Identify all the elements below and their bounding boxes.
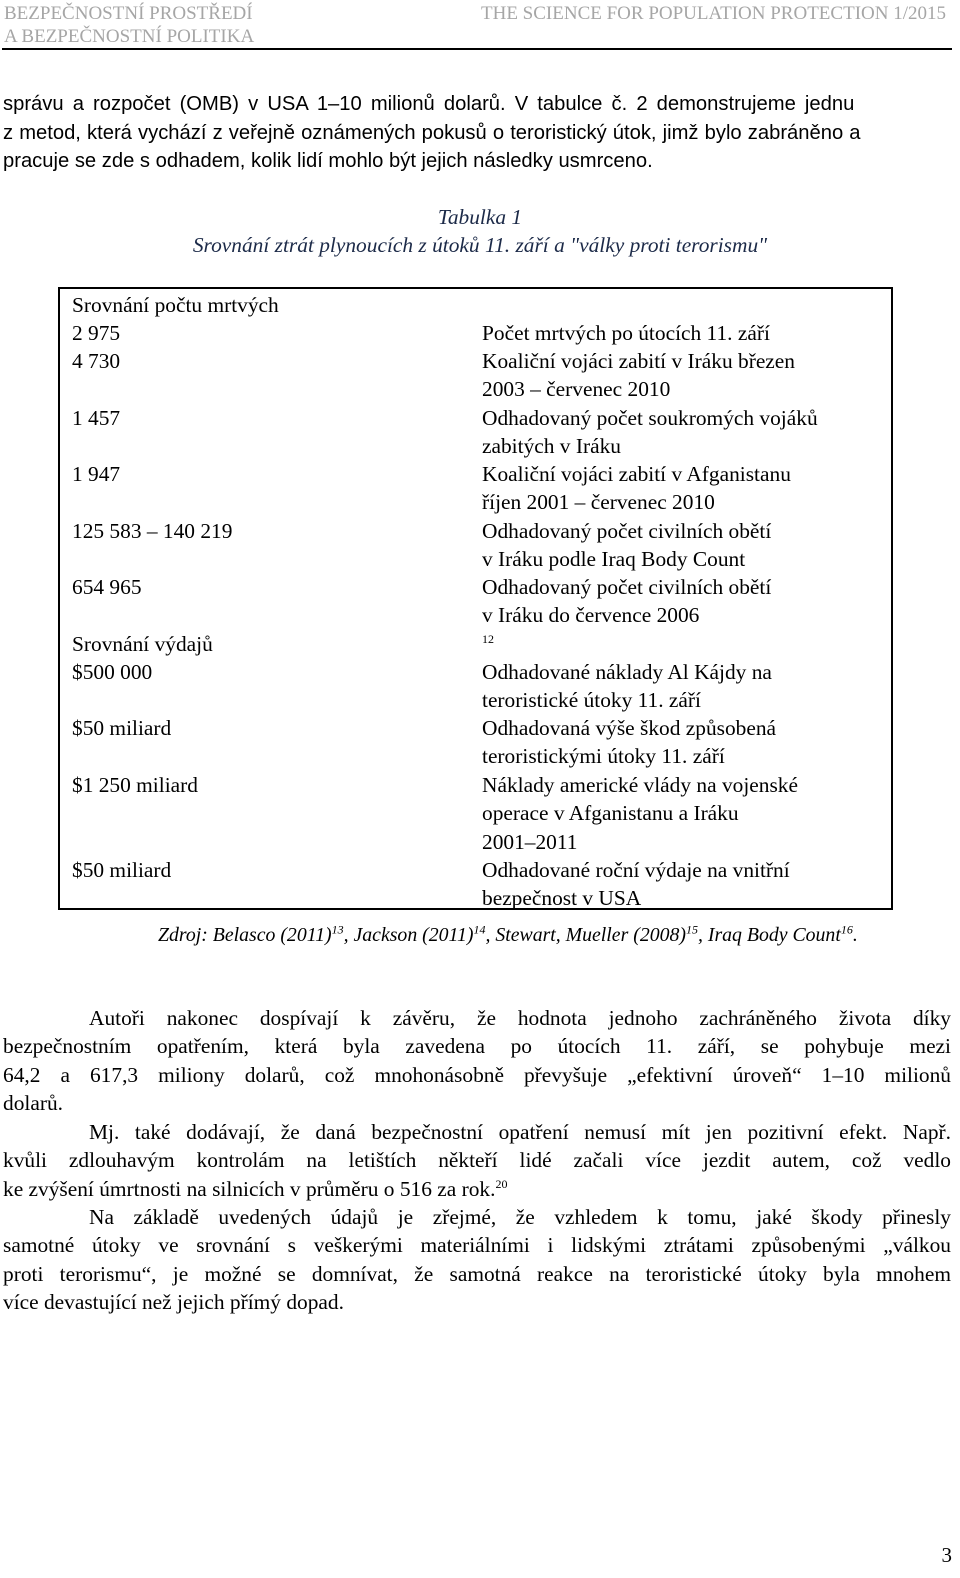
row-description — [482, 347, 892, 404]
row-description — [482, 517, 892, 574]
row-value: 1 947 — [72, 462, 121, 486]
section-deaths-label: Srovnání počtu mrtvých — [72, 293, 279, 317]
body-line — [3, 1175, 951, 1203]
source-text: , Jackson (2011) — [343, 924, 474, 946]
intro-line: z metod, která vychází z veřejně oznámených pokusů o teroristický útok, jimž bylo zabráněno a — [3, 121, 861, 144]
source-text: , Iraq Body Count — [697, 924, 841, 946]
intro-paragraph — [3, 90, 951, 176]
table-source-note — [158, 922, 858, 948]
row-value: 2 975 — [72, 321, 121, 345]
desc-line: Odhadovaný počet civilních obětí — [482, 519, 772, 543]
desc-line: teroristické útoky 11. září — [482, 688, 701, 713]
page-number: 3 — [941, 1543, 952, 1567]
source-text: . — [852, 924, 858, 946]
desc-line: 2001–2011 — [482, 829, 578, 854]
header-left-line1: BEZPEČNOSTNÍ PROSTŘEDÍ — [4, 3, 253, 24]
body-line: dolarů. — [3, 1091, 63, 1116]
footnote-ref: 13 — [331, 922, 344, 937]
row-value: $500 000 — [72, 660, 153, 684]
body-line: více devastující než jejich přímý dopad. — [3, 1290, 344, 1315]
row-value: $50 miliard — [72, 858, 172, 882]
row-description — [482, 573, 892, 658]
comparison-table — [58, 287, 893, 910]
body-line: Na základě uvedených údajů je zřejmé, že vzhledem k tomu, jaké škody přinesly — [89, 1205, 951, 1229]
desc-text: v Iráku do července 2006 — [482, 603, 700, 628]
section-costs-label: Srovnání výdajů — [72, 632, 213, 656]
row-value: 4 730 — [72, 349, 121, 373]
desc-line: 2003 – červenec 2010 — [482, 377, 671, 402]
body-line: samotné útoky ve srovnání s veškerými materiálními i lidskými ztrátami způsobenými „válkou — [3, 1233, 951, 1258]
running-header — [0, 0, 960, 48]
header-rule — [2, 48, 952, 50]
row-description — [482, 856, 892, 913]
desc-line: teroristickými útoky 11. září — [482, 744, 725, 769]
intro-line: pracuje se zde s odhadem, kolik lidí mohlo být jejich následky usmrceno. — [3, 150, 653, 172]
row-value: $50 miliard — [72, 716, 172, 740]
row-value: 654 965 — [72, 575, 142, 599]
row-description — [482, 771, 892, 856]
intro-line: správu a rozpočet (OMB) v USA 1–10 milionů dolarů. V tabulce č. 2 demonstrujeme jednu — [3, 93, 855, 115]
body-paragraph — [3, 1004, 951, 1118]
footnote-ref: 20 — [495, 1176, 508, 1191]
desc-line: Odhadovaný počet civilních obětí — [482, 575, 772, 599]
body-paragraph — [3, 1118, 951, 1203]
row-description — [482, 404, 892, 461]
body-paragraph — [3, 1203, 951, 1317]
table-caption-title: Srovnání ztrát plynoucích z útoků 11. září a "války proti terorismu" — [192, 233, 768, 257]
row-description — [482, 714, 892, 771]
body-line: Autoři nakonec dospívají k závěru, že hodnota jednoho zachráněného života díky — [89, 1006, 951, 1030]
desc-line: zabitých v Iráku — [482, 434, 621, 459]
body-line: proti terorismu“, je možné se domnívat, že samotná reakce na teroristické útoky byla mnohem — [3, 1261, 951, 1286]
footnote-ref: 14 — [473, 922, 486, 937]
footnote-ref: 15 — [685, 922, 698, 937]
desc-line: říjen 2001 – červenec 2010 — [482, 490, 715, 515]
source-text: Zdroj: Belasco (2011) — [158, 924, 332, 946]
header-journal-section — [4, 2, 254, 48]
desc-line — [482, 601, 892, 658]
footnote-ref: 16 — [840, 922, 853, 937]
row-description — [482, 319, 892, 347]
desc-line: Odhadovaný počet soukromých vojáků — [482, 406, 818, 430]
header-left-line2: A BEZPEČNOSTNÍ POLITIKA — [4, 26, 255, 47]
desc-line: Koaliční vojáci zabití v Iráku březen — [482, 349, 795, 373]
source-text: , Stewart, Mueller (2008) — [485, 924, 686, 946]
footnote-ref: 12 — [482, 631, 494, 646]
body-line: 64,2 a 617,3 miliony dolarů, což mnohonásobně převyšuje „efektivní úroveň“ 1–10 milionů — [3, 1062, 951, 1087]
header-journal-title: THE SCIENCE FOR POPULATION PROTECTION 1/2015 — [481, 3, 946, 24]
body-line: kvůli zdlouhavým kontrolám na letištích někteří lidé začali více jezdit autem, což vedlo — [3, 1148, 951, 1173]
body-line: bezpečnostním opatřením, která byla zavedena po útocích 11. září, se pohybuje mezi — [3, 1034, 951, 1059]
body-text: ke zvýšení úmrtnosti na silnicích v průměru o 516 za rok. — [3, 1176, 496, 1201]
desc-line: Odhadované roční výdaje na vnitřní — [482, 858, 790, 882]
row-description — [482, 658, 892, 715]
desc-line: operace v Afganistanu a Iráku — [482, 801, 739, 826]
desc-line: Odhadované náklady Al Kájdy na — [482, 660, 772, 684]
table-caption-number: Tabulka 1 — [437, 205, 523, 229]
row-value: $1 250 miliard — [72, 773, 198, 797]
desc-line: Koaliční vojáci zabití v Afganistanu — [482, 462, 791, 486]
desc-line: Náklady americké vlády na vojenské — [482, 773, 798, 797]
row-description — [482, 460, 892, 517]
row-value: 125 583 – 140 219 — [72, 519, 233, 543]
body-line: Mj. také dodávají, že daná bezpečnostní opatření nemusí mít jen pozitivní efekt. Např. — [89, 1120, 951, 1144]
desc-line: Počet mrtvých po útocích 11. září — [482, 321, 770, 345]
desc-line: v Iráku podle Iraq Body Count — [482, 547, 746, 572]
desc-line: bezpečnost v USA — [482, 886, 642, 911]
desc-line: Odhadovaná výše škod způsobená — [482, 716, 777, 740]
row-value: 1 457 — [72, 406, 121, 430]
